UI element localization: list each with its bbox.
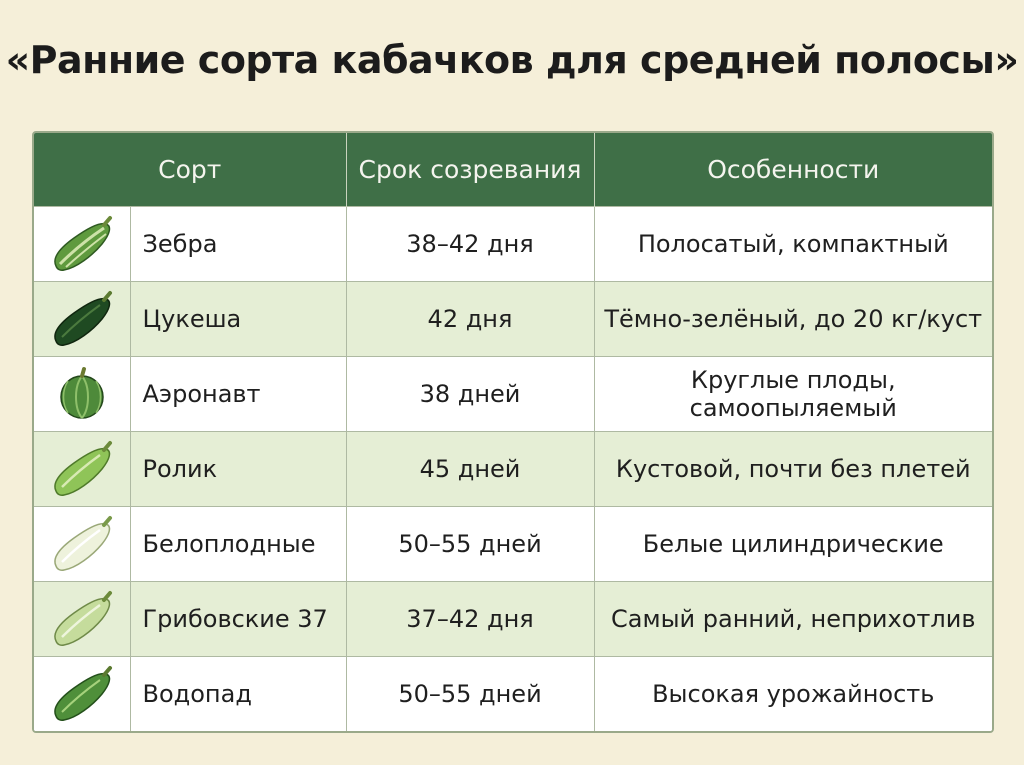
pale-green-zucchini-icon xyxy=(46,589,118,649)
table-row xyxy=(34,656,992,731)
table-header-row xyxy=(34,133,992,206)
table-row xyxy=(34,581,992,656)
variety-name: Ролик xyxy=(130,431,346,506)
variety-name: Грибовские 37 xyxy=(130,581,346,656)
white-zucchini-icon xyxy=(46,514,118,574)
variety-features: Полосатый, компактный xyxy=(594,206,992,281)
variety-name: Белоплодные xyxy=(130,506,346,581)
round-zucchini-icon xyxy=(46,364,118,424)
ripening-term: 45 дней xyxy=(346,431,594,506)
ripening-term: 42 дня xyxy=(346,281,594,356)
variety-name: Водопад xyxy=(130,656,346,731)
header-term: Срок созревания xyxy=(346,133,594,206)
table-row xyxy=(34,206,992,281)
table-row xyxy=(34,506,992,581)
variety-name: Аэронавт xyxy=(130,356,346,431)
varieties-table xyxy=(34,133,992,731)
variety-features: Тёмно-зелёный, до 20 кг/куст xyxy=(594,281,992,356)
variety-features: Самый ранний, неприхотлив xyxy=(594,581,992,656)
variety-name: Цукеша xyxy=(130,281,346,356)
striped-zucchini-icon xyxy=(46,214,118,274)
page-title: «Ранние сорта кабачков для средней полосы» xyxy=(5,38,1019,82)
variety-features: Высокая урожайность xyxy=(594,656,992,731)
ripening-term: 50–55 дней xyxy=(346,656,594,731)
header-variety: Сорт xyxy=(34,133,346,206)
variety-name: Зебра xyxy=(130,206,346,281)
variety-features: Белые цилиндрические xyxy=(594,506,992,581)
table-row xyxy=(34,356,992,431)
variety-features: Круглые плоды, самоопыляемый xyxy=(594,356,992,431)
table-row xyxy=(34,431,992,506)
variety-features: Кустовой, почти без плетей xyxy=(594,431,992,506)
ripening-term: 38 дней xyxy=(346,356,594,431)
header-features: Особенности xyxy=(707,154,880,184)
ripening-term: 38–42 дня xyxy=(346,206,594,281)
ripening-term: 50–55 дней xyxy=(346,506,594,581)
table-row xyxy=(34,281,992,356)
light-green-zucchini-icon xyxy=(46,439,118,499)
dark-green-zucchini-icon xyxy=(46,289,118,349)
ripening-term: 37–42 дня xyxy=(346,581,594,656)
green-zucchini-icon xyxy=(46,664,118,724)
varieties-table-container xyxy=(32,131,994,733)
